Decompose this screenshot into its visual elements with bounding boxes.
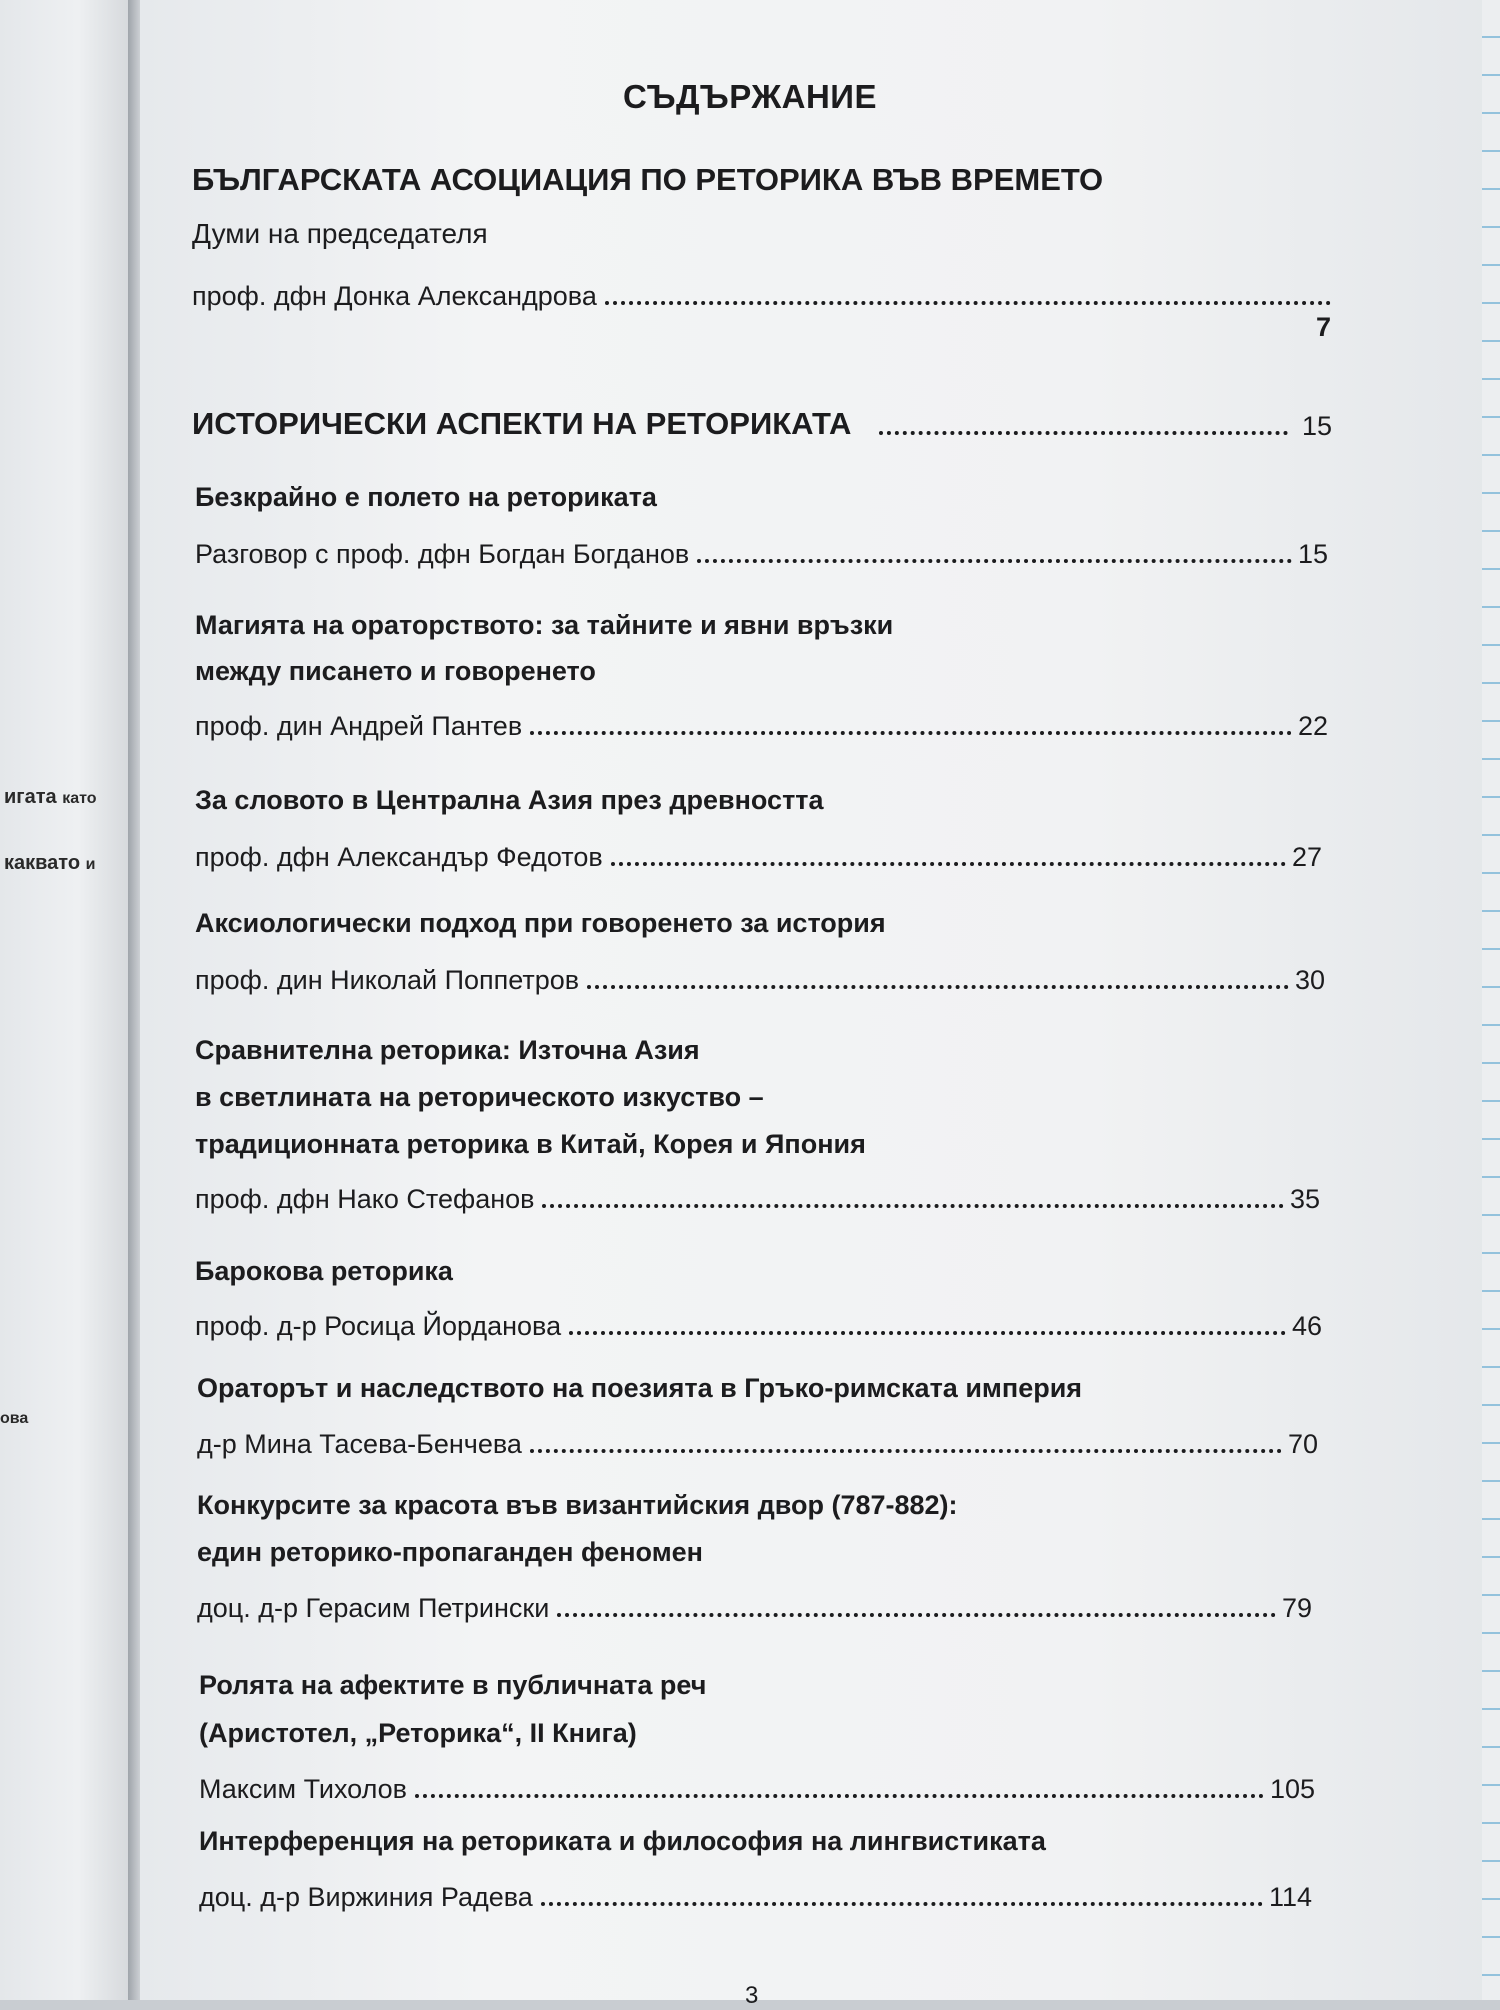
- page-title: СЪДЪРЖАНИЕ: [622, 78, 878, 115]
- leader-dots: [415, 1794, 1264, 1798]
- toc-entry-line: [197, 1584, 1312, 1624]
- entry-author: проф. дфн Александър Федотов: [195, 842, 603, 872]
- entry-author: Максим Тихолов: [199, 1774, 407, 1804]
- entry-author: проф. дфн Нако Стефанов: [195, 1184, 535, 1214]
- facing-page-fragment: каквато и: [4, 852, 96, 874]
- entry-title: традиционната реторика в Китай, Корея и Япония: [195, 1129, 866, 1159]
- leader-dots: [879, 431, 1288, 435]
- facing-page-fragment: ова: [0, 1410, 29, 1427]
- toc-entry-line: [199, 1765, 1315, 1805]
- section-heading-line: [192, 402, 1332, 442]
- entry-page-number: 35: [1289, 1184, 1320, 1214]
- toc-entry-line: [195, 956, 1325, 996]
- entry-author: проф. д-р Росица Йорданова: [195, 1311, 562, 1341]
- entry-page-number: 30: [1294, 965, 1325, 995]
- toc-entry-line: [197, 1420, 1318, 1460]
- entry-page-number: 22: [1297, 711, 1328, 741]
- entry-title: Ораторът и наследството на поезията в Гръко-римската империя: [197, 1373, 1083, 1403]
- entry-title: За словото в Централна Азия през древността: [195, 785, 824, 815]
- leader-dots: [611, 862, 1286, 866]
- section-heading: ИСТОРИЧЕСКИ АСПЕКТИ НА РЕТОРИКАТА: [192, 406, 852, 441]
- entry-title: Безкрайно е полето на реториката: [195, 482, 657, 512]
- entry-page-number: 79: [1281, 1593, 1312, 1623]
- entry-page-number: 15: [1301, 411, 1332, 441]
- entry-page-number: 70: [1287, 1429, 1318, 1459]
- entry-title: Ролята на афектите в публичната реч: [199, 1670, 707, 1700]
- entry-page-number: 46: [1291, 1311, 1322, 1341]
- leader-dots: [542, 1204, 1283, 1208]
- entry-page-number: 7: [1316, 312, 1332, 342]
- entry-title: (Аристотел, „Реторика“, II Книга): [199, 1718, 637, 1748]
- entry-title: Конкурсите за красота във византийския двор (787-882):: [197, 1490, 958, 1520]
- entry-page-number: 15: [1297, 539, 1328, 569]
- toc-entry-line: [195, 1175, 1320, 1215]
- section-heading: БЪЛГАРСКАТА АСОЦИАЦИЯ ПО РЕТОРИКА ВЪВ ВРЕМЕТО: [192, 162, 1104, 197]
- notebook-edge: [1482, 0, 1500, 2000]
- entry-title: Интерференция на реториката и философия на лингвистиката: [199, 1826, 1046, 1856]
- entry-author: проф. дфн Донка Александрова: [192, 281, 597, 311]
- leader-dots: [541, 1902, 1263, 1906]
- entry-title: Магията на ораторството: за тайните и явни връзки: [195, 610, 894, 640]
- entry-author: Разговор с проф. дфн Богдан Богданов: [195, 539, 690, 569]
- entry-page-number: 105: [1269, 1774, 1315, 1804]
- section-subtitle: Думи на председателя: [192, 218, 488, 249]
- entry-author: д-р Мина Тасева-Бенчева: [197, 1429, 522, 1459]
- toc-entry-line: [192, 272, 1337, 312]
- toc-entry-line: [195, 833, 1322, 873]
- toc-entry-line: [195, 1302, 1322, 1342]
- entry-author: доц. д-р Виржиния Радева: [199, 1882, 533, 1912]
- entry-author: проф. дин Николай Поппетров: [195, 965, 580, 995]
- leader-dots: [569, 1331, 1286, 1335]
- entry-title: Сравнителна реторика: Източна Азия: [195, 1035, 700, 1065]
- entry-author: доц. д-р Герасим Петрински: [197, 1593, 550, 1623]
- toc-entry-line: [199, 1873, 1312, 1913]
- entry-page-number: 27: [1291, 842, 1322, 872]
- toc-entry-line: [195, 702, 1328, 742]
- facing-page-fragment: игата като: [4, 786, 97, 808]
- entry-title: Барокова реторика: [195, 1256, 453, 1286]
- leader-dots: [557, 1613, 1276, 1617]
- leader-dots: [530, 1449, 1282, 1453]
- entry-title: Аксиологически подход при говоренето за история: [195, 908, 886, 938]
- facing-page: [0, 0, 130, 2000]
- leader-dots: [605, 301, 1331, 305]
- toc-entry-line: [195, 530, 1328, 570]
- entry-title: между писането и говоренето: [195, 656, 596, 686]
- entry-title: един реторико-пропаганден феномен: [197, 1537, 703, 1567]
- leader-dots: [697, 559, 1292, 563]
- leader-dots: [530, 731, 1292, 735]
- leader-dots: [587, 985, 1289, 989]
- page-number: 3: [745, 1982, 759, 2009]
- entry-author: проф. дин Андрей Пантев: [195, 711, 523, 741]
- entry-title: в светлината на реторическото изкуство –: [195, 1082, 764, 1112]
- entry-page-number: 114: [1268, 1882, 1312, 1912]
